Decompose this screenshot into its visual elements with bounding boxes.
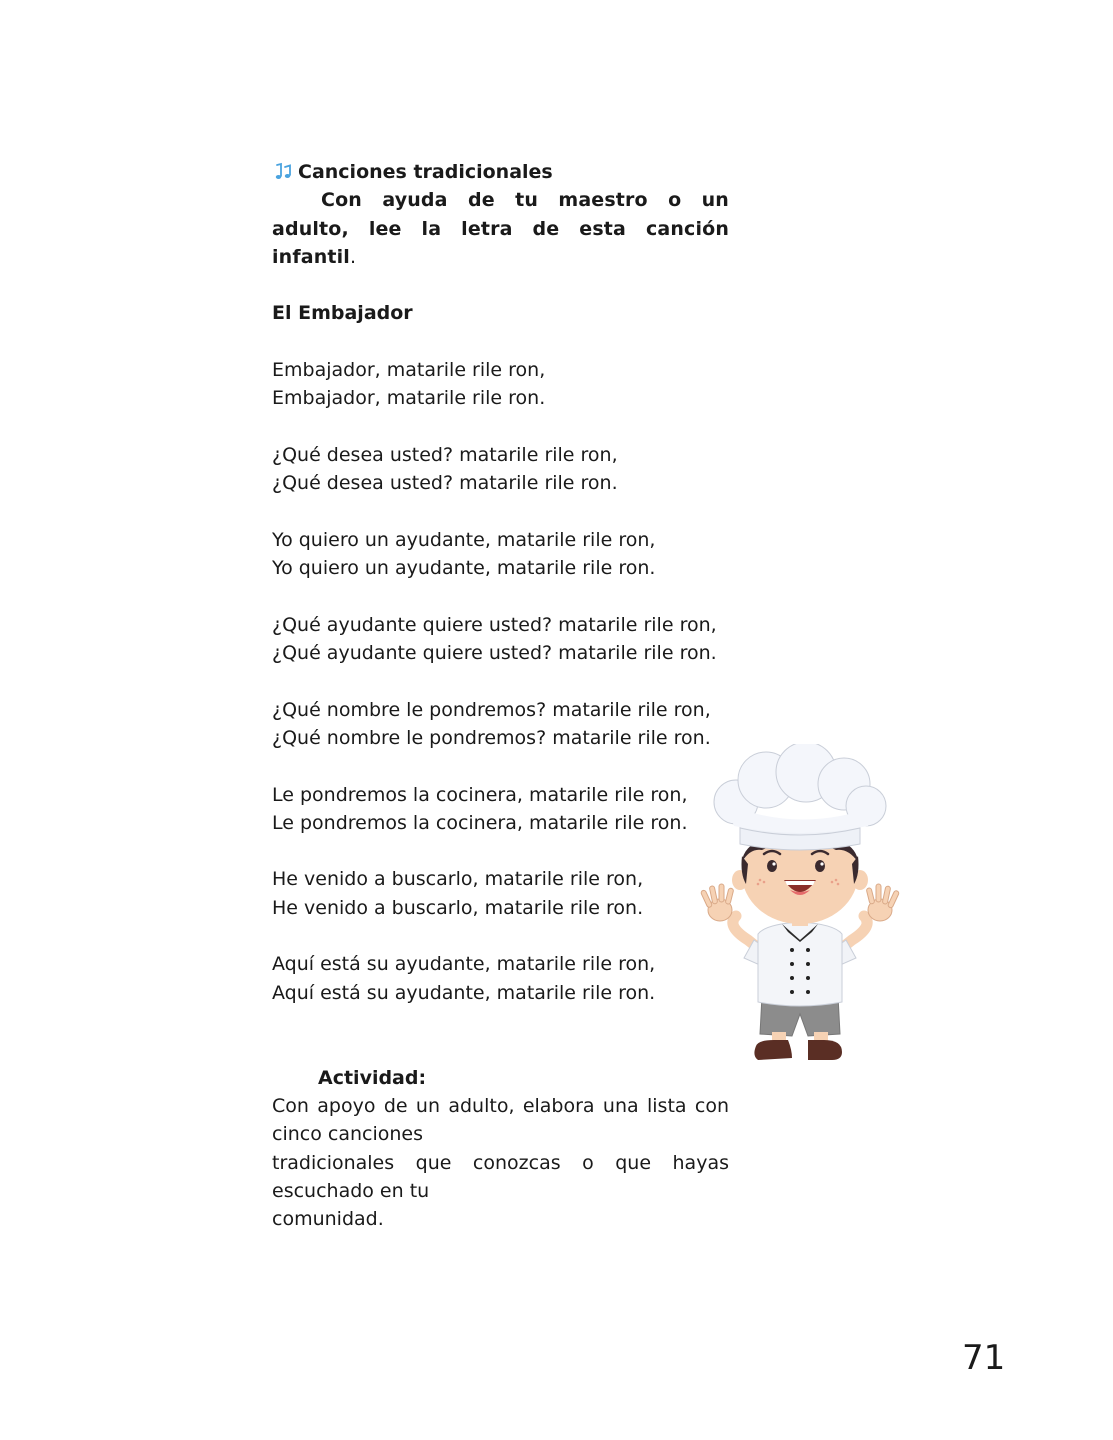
stanza	[272, 356, 729, 413]
activity-line: cinco canciones	[272, 1123, 423, 1146]
activity-section	[272, 1064, 729, 1233]
lyric-line: Le pondremos la cocinera, matarile rile ron,	[272, 783, 688, 806]
stanza	[272, 781, 729, 838]
stanza	[272, 865, 729, 922]
stanza	[272, 950, 729, 1007]
lyric-line: ¿Qué desea usted? matarile rile ron,	[272, 443, 618, 466]
section-heading-text: Canciones tradicionales	[298, 161, 553, 183]
lyric-line: Aquí está su ayudante, matarile rile ron,	[272, 953, 656, 976]
lyric-line: Embajador, matarile rile ron.	[272, 387, 546, 410]
activity-title: Actividad:	[318, 1067, 427, 1089]
lyric-line: ¿Qué nombre le pondremos? matarile rile ron,	[272, 698, 711, 721]
chef-boy-illustration	[696, 744, 904, 1074]
stanza	[272, 611, 729, 668]
section-heading	[272, 158, 729, 186]
main-content	[272, 158, 729, 1007]
lyric-line: ¿Qué nombre le pondremos? matarile rile ron.	[272, 726, 711, 749]
lyric-line: Yo quiero un ayudante, matarile rile ron.	[272, 557, 656, 580]
lyric-line: Embajador, matarile rile ron,	[272, 359, 546, 382]
lyric-line: He venido a buscarlo, matarile rile ron,	[272, 868, 644, 891]
lyric-line: Aquí está su ayudante, matarile rile ron.	[272, 981, 656, 1004]
lyric-line: ¿Qué ayudante quiere usted? matarile rile ron,	[272, 613, 717, 636]
intro-bold-text: Con ayuda de tu maestro o un adulto, lee la letra de esta canción infantil	[272, 189, 729, 268]
activity-line: escuchado en tu	[272, 1179, 430, 1202]
stanza	[272, 441, 729, 498]
lyric-line: Yo quiero un ayudante, matarile rile ron,	[272, 528, 656, 551]
activity-text	[272, 1092, 729, 1233]
activity-line: Con apoyo de un adulto, elabora una lista con	[272, 1095, 729, 1118]
activity-line: comunidad.	[272, 1208, 384, 1231]
intro-paragraph	[272, 186, 729, 271]
song-title: El Embajador	[272, 302, 413, 325]
lyric-line: He venido a buscarlo, matarile rile ron.	[272, 896, 644, 919]
page-number: 71	[962, 1338, 1006, 1378]
activity-line: tradicionales que conozcas o que hayas	[272, 1151, 729, 1174]
intro-end-text: .	[349, 245, 357, 268]
song-lyrics	[272, 356, 729, 1007]
lyric-line: ¿Qué ayudante quiere usted? matarile rile ron.	[272, 642, 717, 665]
lyric-line: ¿Qué desea usted? matarile rile ron.	[272, 472, 618, 495]
stanza	[272, 696, 729, 753]
stanza	[272, 526, 729, 583]
lyric-line: Le pondremos la cocinera, matarile rile ron.	[272, 811, 688, 834]
music-notes-icon	[272, 161, 294, 183]
